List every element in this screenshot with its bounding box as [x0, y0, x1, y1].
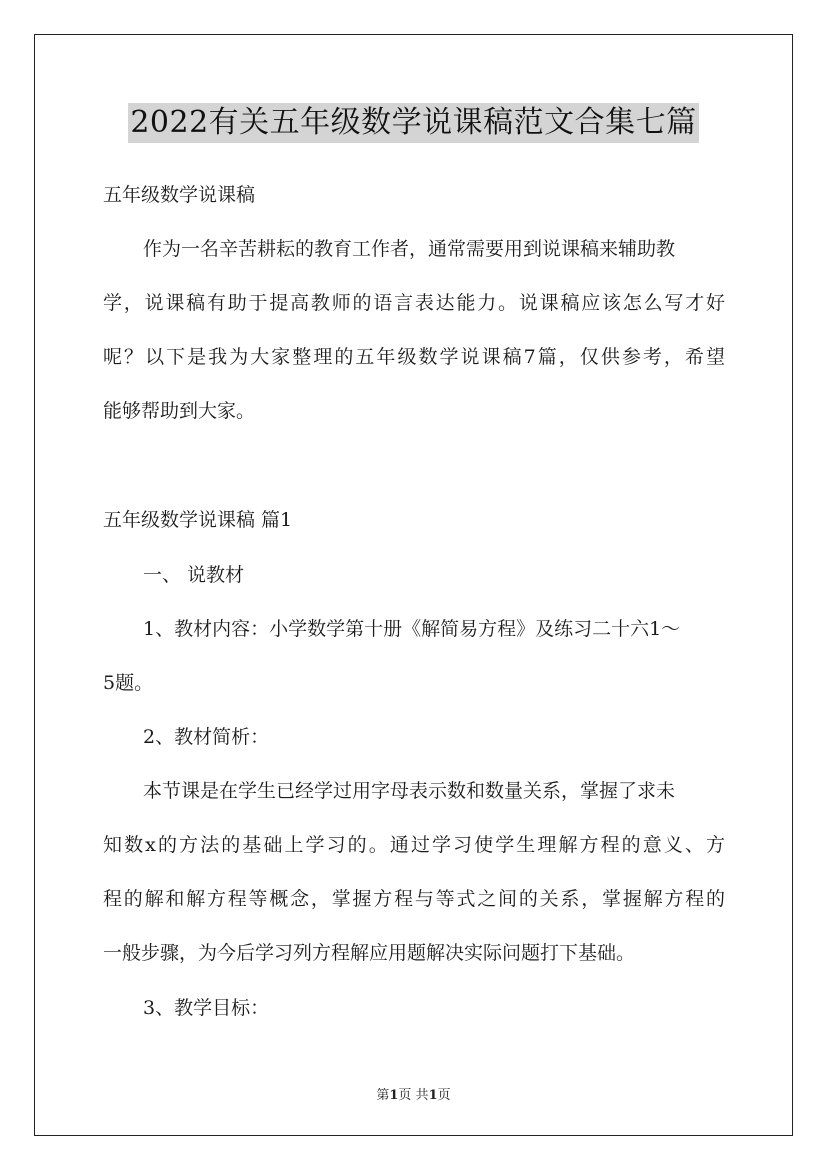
- list-item: 1、教材内容：小学数学第十册《解简易方程》及练习二十六1～: [143, 618, 681, 640]
- footer-total-suffix: 页: [437, 1088, 451, 1103]
- section-heading: 五年级数学说课稿: [103, 184, 256, 206]
- paragraph-line: 呢？以下是我为大家整理的五年级数学说课稿7篇，仅供参考，希望: [103, 346, 725, 368]
- section-heading: 五年级数学说课稿 篇1: [103, 509, 293, 531]
- paragraph-line: 本节课是在学生已经学过用字母表示数和数量关系，掌握了求未: [143, 780, 676, 802]
- footer-page-prefix: 第: [376, 1088, 390, 1103]
- paragraph-line: 5题。: [103, 672, 154, 694]
- paragraph-line: 一般步骤，为今后学习列方程解应用题解决实际问题打下基础。: [103, 942, 636, 964]
- footer-total-pages: 1: [428, 1088, 438, 1103]
- paragraph-line: 程的解和解方程等概念，掌握方程与等式之间的关系，掌握解方程的: [103, 888, 725, 910]
- footer-page-number: 1: [389, 1088, 399, 1103]
- paragraph-line: 知数x的方法的基础上学习的。通过学习使学生理解方程的意义、方: [103, 834, 725, 856]
- paragraph-line: 作为一名辛苦耕耘的教育工作者，通常需要用到说课稿来辅助教: [143, 238, 676, 260]
- footer-page-suffix: 页 共: [398, 1088, 429, 1103]
- paragraph-line: 能够帮助到大家。: [103, 400, 256, 422]
- title-container: [0, 103, 827, 143]
- document-title: 2022有关五年级数学说课稿范文合集七篇: [128, 103, 698, 143]
- list-item: 2、教材简析：: [143, 726, 270, 748]
- list-item: 一、 说教材: [143, 564, 245, 586]
- paragraph-line: 学，说课稿有助于提高教师的语言表达能力。说课稿应该怎么写才好: [103, 292, 725, 314]
- page-footer: [0, 1084, 827, 1103]
- list-item: 3、教学目标：: [143, 997, 270, 1019]
